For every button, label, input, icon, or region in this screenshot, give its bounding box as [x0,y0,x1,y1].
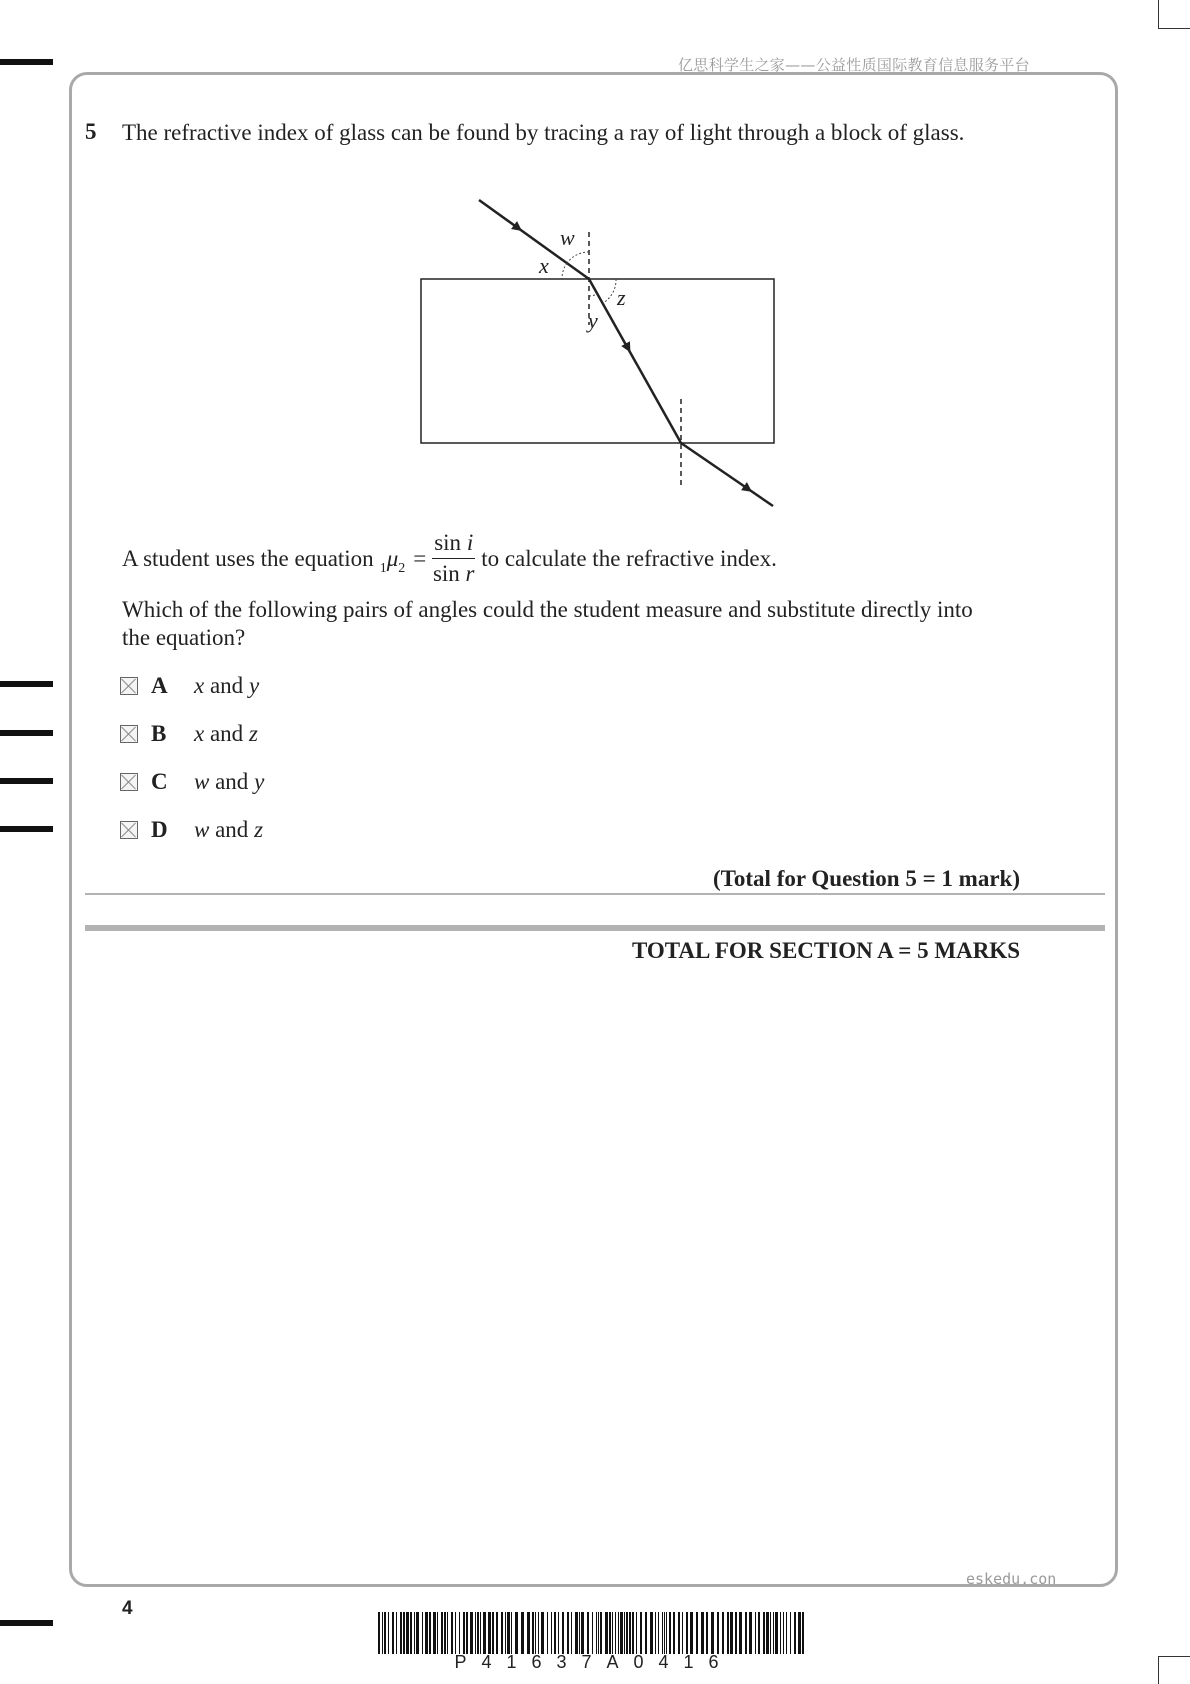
denominator-variable: r [465,561,475,586]
barcode-bar [505,1612,506,1654]
barcode-bar [766,1612,769,1654]
barcode-bar [790,1612,791,1654]
barcode-bar [798,1612,801,1654]
margin-mark [0,59,53,65]
barcode-bar [416,1612,419,1654]
barcode-bar [678,1612,680,1654]
barcode-bar [592,1612,593,1654]
barcode-bar [470,1612,473,1654]
angle-arc-y [589,294,597,296]
option-c[interactable] [120,767,264,797]
barcode-bar [459,1612,460,1654]
barcode-bar [682,1612,683,1654]
option-checkbox[interactable] [120,677,138,695]
barcode-bar [666,1612,667,1654]
question-prompt: Which of the following pairs of angles could the student measure and substitute directly into the equation? [122,597,973,650]
barcode-bar [433,1612,436,1654]
angle-arc-z [603,279,616,303]
question-number: 5 [85,119,97,144]
barcode-bar [535,1612,536,1654]
option-d[interactable] [120,815,263,845]
barcode-bar [749,1612,752,1654]
numerator-function: sin [434,530,462,555]
barcode-bar [477,1612,479,1654]
barcode-bar [620,1612,623,1654]
barcode-bar [400,1612,402,1654]
mu-symbol: μ [386,545,399,571]
barcode-bar [483,1612,486,1654]
barcode-bar [466,1612,468,1654]
barcode-bar [396,1612,397,1654]
barcode-bar [422,1612,423,1654]
barcode-bar [722,1612,724,1654]
option-text: x and y [194,673,260,698]
option-b[interactable] [120,719,258,749]
barcode-bar [480,1612,481,1654]
barcode-bar [658,1612,659,1654]
option-checkbox[interactable] [120,725,138,743]
barcode-bar [624,1612,625,1654]
barcode-bar [444,1612,446,1654]
barcode-bar [609,1612,611,1654]
glass-block [421,279,774,443]
angle-label-w: w [560,225,575,250]
fraction-numerator [432,530,475,559]
barcode-bar [581,1612,584,1654]
barcode-bar [775,1612,778,1654]
barcode-bar [763,1612,765,1654]
angle-label-x: x [539,253,549,278]
barcode-bar [437,1612,438,1654]
barcode-bar [745,1612,747,1654]
divider-thick [85,925,1105,931]
barcode-bar [739,1612,742,1654]
barcode-bar [612,1612,613,1654]
option-letter: D [151,817,168,842]
barcode-bar [802,1612,804,1654]
barcode-bar [655,1612,656,1654]
section-total: TOTAL FOR SECTION A = 5 MARKS [631,938,1020,963]
barcode-bar [451,1612,453,1654]
barcode-bar [598,1612,599,1654]
option-letter: C [151,769,168,794]
barcode-bar [406,1612,409,1654]
equation-prefix: A student uses the equation [122,545,374,571]
barcode-bar [600,1612,602,1654]
barcode-bar [488,1612,491,1654]
option-letter: A [151,673,168,698]
barcode-bar [579,1612,580,1654]
barcode-bar [388,1612,389,1654]
barcode-bar [551,1612,552,1654]
equation-line [122,530,777,587]
margin-mark [0,778,53,784]
barcode-bar [783,1612,784,1654]
refractive-index-symbol [379,545,406,576]
angle-arc-w [567,252,589,263]
barcode-bar [636,1612,637,1654]
barcode-bar [706,1612,708,1654]
angle-label-z: z [617,285,626,310]
margin-mark [0,730,53,736]
barcode-bar [650,1612,653,1654]
barcode-bar [558,1612,559,1654]
option-text: w and z [194,817,264,842]
barcode-bar [711,1612,714,1654]
barcode-bar [780,1612,781,1654]
numerator-variable: i [466,530,474,555]
barcode-bar [562,1612,564,1654]
margin-mark [0,826,53,832]
barcode-bar [475,1612,476,1654]
barcode-bar [455,1612,456,1654]
barcode-bar [662,1612,663,1654]
barcode-bar [392,1612,394,1654]
barcode-bar [378,1612,380,1654]
page-number: 4 [122,1598,133,1619]
barcode-bar [492,1612,494,1654]
barcode-bar [755,1612,756,1654]
barcode-bar [640,1612,642,1654]
barcode-bar [429,1612,431,1654]
barcode-bar [645,1612,647,1654]
barcode-bar [425,1612,428,1654]
question-text: The refractive index of glass can be found by tracing a ray of light through a block of glass. [122,120,965,145]
crop-mark [1158,1656,1190,1657]
barcode-bar [605,1612,608,1654]
barcode-bar [547,1612,548,1654]
margin-mark [0,1620,53,1626]
barcode-bar [758,1612,760,1654]
option-letter: B [151,721,167,746]
barcode-bar [382,1612,383,1654]
fraction-denominator [433,559,475,587]
equals-sign: = [413,545,427,571]
crop-mark [1158,1656,1159,1684]
option-text: w and y [194,769,265,794]
question-total: (Total for Question 5 = 1 mark) [713,866,1020,891]
header-watermark: 亿思科学生之家——公益性质国际教育信息服务平台 [678,56,1030,74]
barcode-bar [501,1612,503,1654]
barcode-bar [515,1612,518,1654]
barcode-bar [618,1612,619,1654]
barcode-bar [441,1612,443,1654]
barcode [378,1612,810,1654]
barcode-bar [410,1612,412,1654]
barcode-bar [571,1612,572,1654]
barcode-bar [730,1612,733,1654]
barcode-text: P41637A0416 [454,1652,734,1672]
barcode-bar [541,1612,544,1654]
denominator-function: sin [432,561,460,586]
barcode-bar [447,1612,448,1654]
barcode-bar [786,1612,787,1654]
crop-mark [1158,28,1190,29]
barcode-bar [690,1612,693,1654]
subscript-2: 2 [398,560,406,576]
barcode-bar [696,1612,698,1654]
emergent-ray [681,443,773,506]
subscript-1: 1 [379,560,387,576]
option-text: x and z [194,721,258,746]
barcode-bar [567,1612,569,1654]
barcode-bar [587,1612,589,1654]
barcode-bar [669,1612,671,1654]
barcode-bar [521,1612,524,1654]
barcode-bar [496,1612,498,1654]
crop-mark [1158,0,1159,28]
barcode-bar [686,1612,688,1654]
barcode-bar [575,1612,578,1654]
barcode-bar [538,1612,539,1654]
footer-watermark: eskedu.con [966,1570,1057,1588]
barcode-bar [673,1612,675,1654]
barcode-bar [794,1612,796,1654]
barcode-bar [773,1612,774,1654]
angle-arc-x [562,263,567,279]
fraction [432,530,475,587]
barcode-bar [629,1612,631,1654]
barcode-bar [532,1612,534,1654]
barcode-bar [664,1612,665,1654]
option-checkbox[interactable] [120,773,138,791]
angle-label-y: y [588,308,598,333]
barcode-bar [615,1612,616,1654]
margin-mark [0,681,53,687]
refraction-diagram [400,190,800,520]
barcode-bar [511,1612,512,1654]
barcode-bar [463,1612,465,1654]
barcode-bar [770,1612,771,1654]
refracted-ray [589,279,681,443]
barcode-bar [727,1612,729,1654]
barcode-bar [384,1612,386,1654]
barcode-bar [414,1612,415,1654]
option-checkbox[interactable] [120,821,138,839]
barcode-bar [403,1612,405,1654]
equation-suffix: to calculate the refractive index. [481,545,777,571]
barcode-bar [507,1612,510,1654]
barcode-bar [527,1612,530,1654]
barcode-bar [717,1612,719,1654]
barcode-bar [596,1612,597,1654]
barcode-bar [554,1612,556,1654]
barcode-bar [701,1612,704,1654]
option-a[interactable] [120,671,259,701]
barcode-bar [626,1612,628,1654]
barcode-bar [735,1612,737,1654]
barcode-bar [632,1612,634,1654]
divider-thin [85,893,1105,895]
